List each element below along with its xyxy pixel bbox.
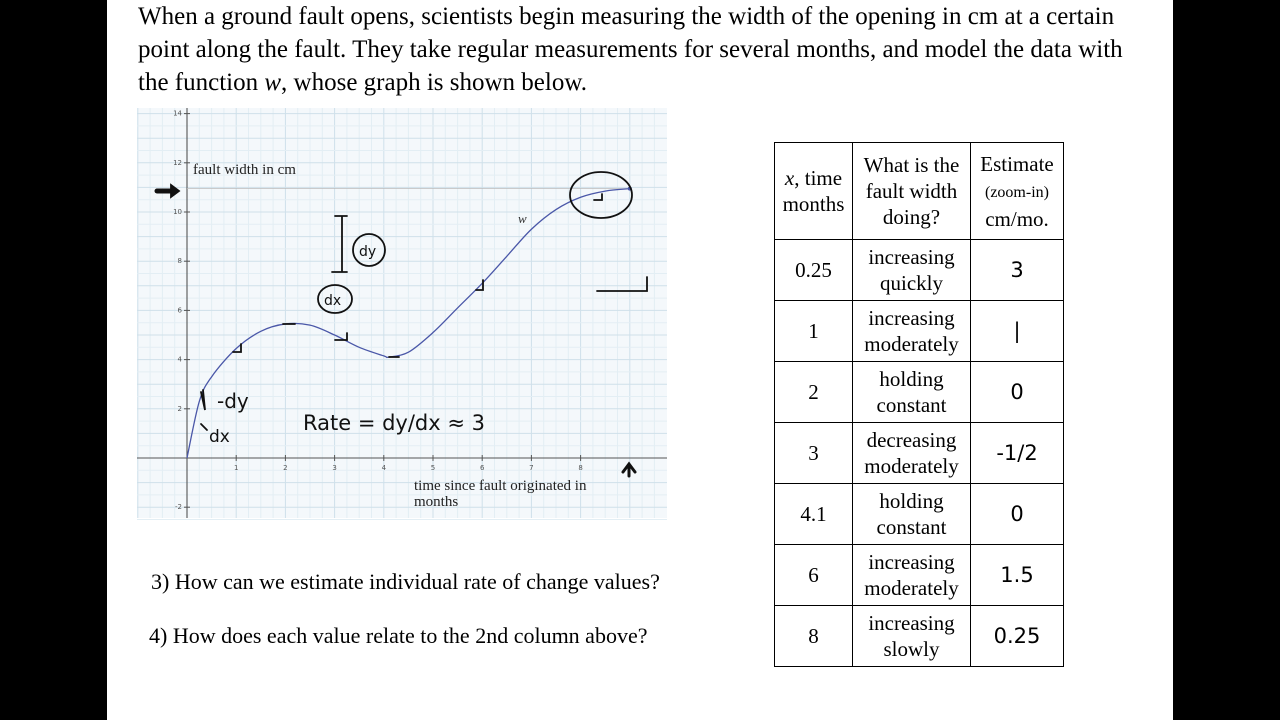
intro-text-2: , whose graph is shown below.: [281, 69, 588, 96]
table-row: [775, 545, 1064, 606]
table-row: [775, 240, 1064, 301]
cell-doing: increasing moderately: [853, 301, 971, 362]
cell-doing: increasing slowly: [853, 606, 971, 667]
cell-doing: increasing moderately: [853, 545, 971, 606]
question-4: 4) How does each value relate to the 2nd column above?: [149, 623, 648, 648]
table-row: [775, 362, 1064, 423]
cell-estimate: 3: [971, 240, 1064, 301]
annotation-dx-circled: dx: [324, 293, 342, 309]
cell-x: 3: [775, 423, 853, 484]
function-name: w: [264, 69, 282, 96]
y-tick-label: 12: [173, 158, 182, 167]
cell-x: 4.1: [775, 484, 853, 545]
x-tick-label: 2: [283, 464, 288, 472]
y-tick-label: 14: [173, 109, 182, 118]
table-header-row: [775, 143, 1064, 240]
x-tick-label: 5: [430, 464, 436, 472]
table-row: [775, 423, 1064, 484]
cell-estimate: 1.5: [971, 545, 1064, 606]
cell-x: 8: [775, 606, 853, 667]
fault-width-graph: [107, 100, 669, 525]
annotation-minus-dy: -dy: [217, 389, 249, 413]
rate-table: [774, 142, 1064, 667]
intro-paragraph: [138, 0, 1158, 99]
header-doing: What is the fault width doing?: [853, 143, 971, 240]
cell-estimate: 0.25: [971, 606, 1064, 667]
cell-doing: decreasing moderately: [853, 423, 971, 484]
x-tick-label: 6: [479, 464, 485, 472]
cell-doing: holding constant: [853, 362, 971, 423]
x-tick-label: 3: [332, 464, 337, 472]
header-estimate: Estimate (zoom-in) cm/mo.: [971, 143, 1064, 240]
cell-estimate: 0: [971, 484, 1064, 545]
y-tick-label: 6: [177, 306, 182, 315]
table-row: [775, 301, 1064, 362]
question-3: 3) How can we estimate individual rate of change values?: [151, 569, 660, 594]
x-tick-label: 4: [381, 464, 387, 472]
cell-estimate: 0: [971, 362, 1064, 423]
cell-estimate: |: [971, 301, 1064, 362]
table-row: [775, 484, 1064, 545]
header-x-time: x, time months: [775, 143, 853, 240]
cell-estimate: -1/2: [971, 423, 1064, 484]
annotation-dy-circled: dy: [359, 244, 377, 260]
x-axis-label-line1: time since fault originated in: [414, 478, 587, 494]
y-tick-label: 10: [173, 208, 182, 216]
intro-text-1: When a ground fault opens, scientists begin measuring the width of the opening in cm at a certain point along the fault. They take regular measurements for several months, and model the data with the function: [138, 3, 1123, 96]
y-tick-label: -2: [175, 503, 182, 512]
x-tick-label: 1: [233, 464, 239, 472]
y-tick-label: 4: [177, 355, 182, 364]
cell-x: 0.25: [775, 240, 853, 301]
slide-page: [107, 0, 1173, 720]
x-tick-label: 7: [529, 464, 534, 472]
cell-x: 1: [775, 301, 853, 362]
y-tick-label: 8: [177, 257, 182, 266]
table-row: [775, 606, 1064, 667]
y-axis-label: fault width in cm: [193, 162, 296, 178]
cell-doing: holding constant: [853, 484, 971, 545]
cell-doing: increasing quickly: [853, 240, 971, 301]
cell-x: 6: [775, 545, 853, 606]
annotation-rate: Rate = dy/dx ≈ 3: [303, 411, 485, 435]
annotation-dx: dx: [209, 427, 230, 447]
cell-x: 2: [775, 362, 853, 423]
x-tick-label: 8: [578, 464, 583, 472]
y-tick-label: 2: [177, 404, 182, 413]
series-label-w: w: [518, 211, 527, 226]
x-axis-label-line2: months: [414, 494, 459, 510]
